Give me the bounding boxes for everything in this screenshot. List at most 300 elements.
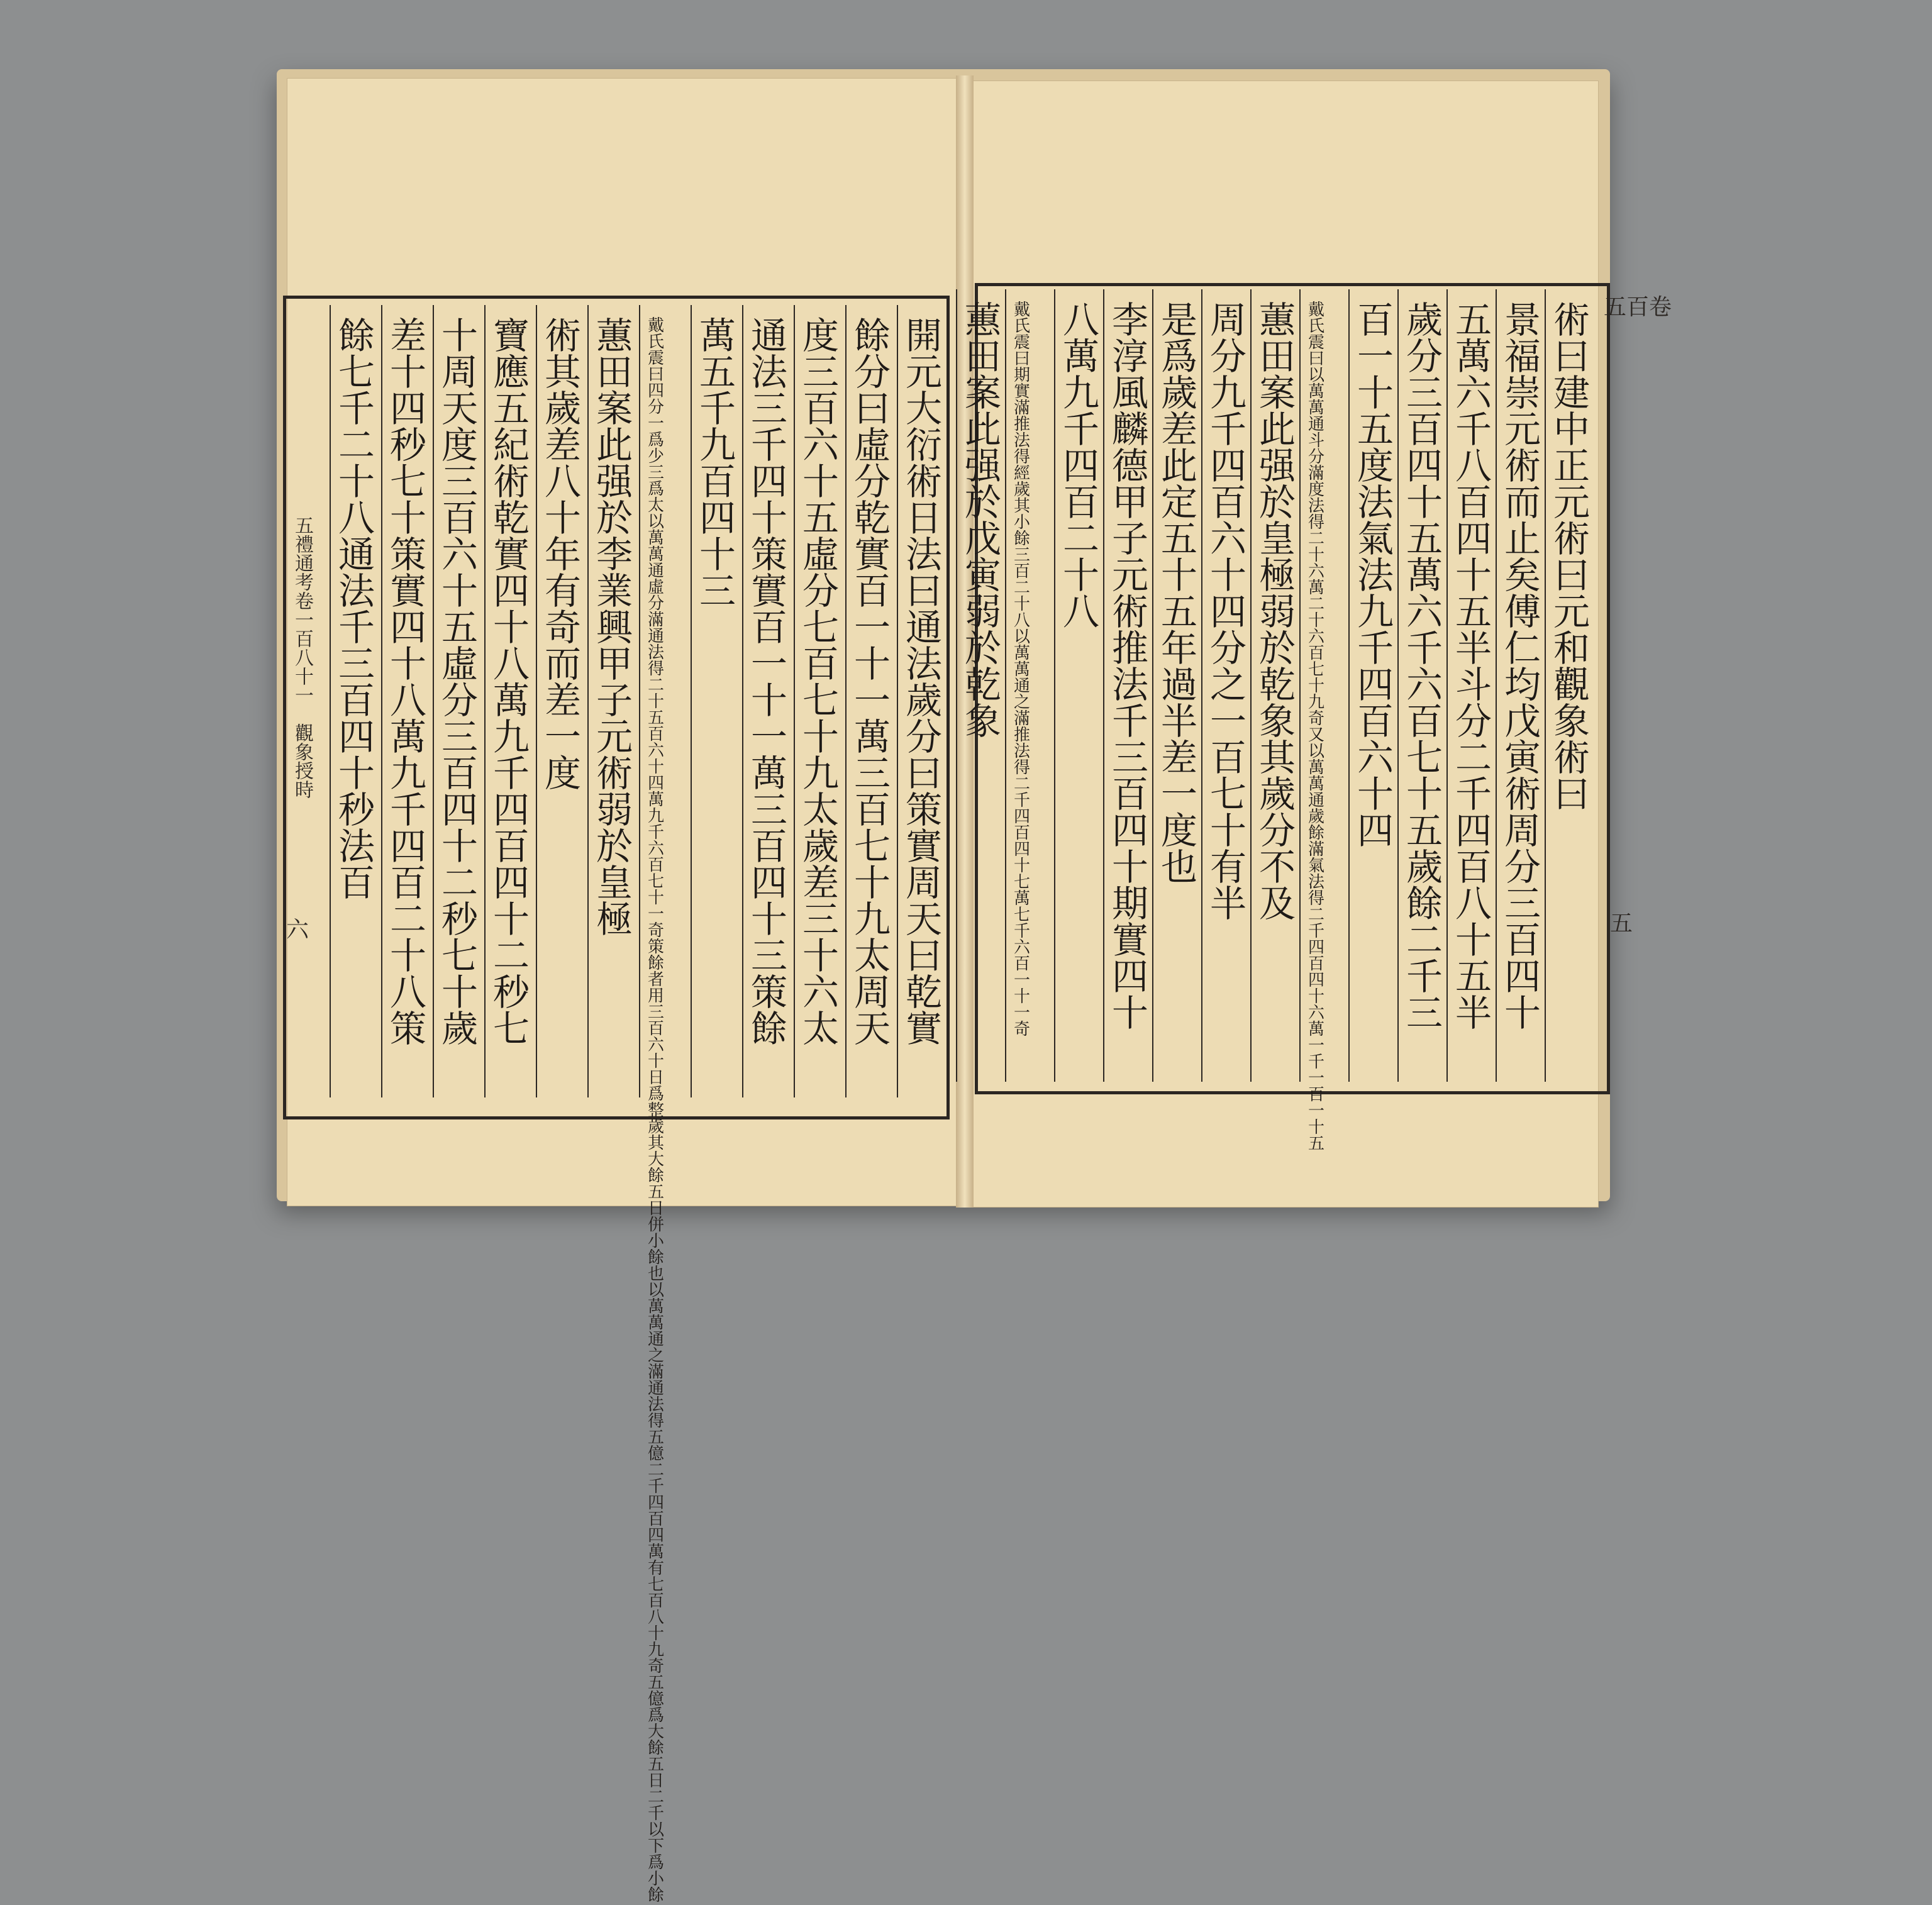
char: 百 [648,1510,665,1529]
char: 萬 [1455,335,1492,378]
char: 均 [1504,664,1541,706]
char: 周 [906,862,943,904]
char: 術 [493,460,530,503]
char: 四 [1210,591,1247,633]
char: 二 [338,424,375,467]
char: 七 [1308,660,1325,679]
char: 六 [802,424,840,467]
char: 十 [1161,554,1198,597]
char: 千 [338,606,375,649]
char: 五 [1308,1135,1325,1153]
column-rule [587,305,589,1097]
column-rule [1250,289,1252,1082]
char: 萬 [648,1297,665,1316]
left_page-column [751,314,788,1050]
char: 其 [1259,736,1296,779]
char: 六 [1357,736,1394,779]
char: 太 [802,789,840,831]
char: 四 [1063,445,1100,487]
char: 一 [1014,1004,1031,1023]
char: 法 [1308,497,1325,516]
char: 周 [1504,809,1541,852]
char: 滿 [1014,709,1031,728]
char: 萬 [493,679,530,722]
char: 十 [545,497,582,540]
char: 應 [493,351,530,394]
char: 得 [648,660,665,679]
char: 半 [1455,627,1492,670]
char: 氣 [1308,857,1325,875]
char: 曰 [1553,773,1591,816]
char: 七 [802,679,840,722]
char: 蕙 [596,314,633,357]
char: 周 [441,351,479,394]
char: 歲 [1161,372,1198,414]
char: 十 [390,643,427,686]
char: 四 [493,862,530,904]
char: 四 [1308,938,1325,957]
char: 戴 [648,316,665,335]
char: 法 [648,643,665,662]
char: 一 [751,643,788,686]
char: 四 [1357,809,1394,852]
char: 奇 [1014,1020,1031,1039]
char: 分 [648,398,665,417]
left_page-column [648,318,664,1904]
char: 奇 [1308,709,1325,728]
char: 乾 [1259,664,1296,706]
char: 此 [965,408,1002,451]
char: 歲 [1014,480,1031,499]
char: 度 [1308,480,1325,499]
char: 强 [596,460,633,503]
char: 建 [1553,372,1591,414]
char: 百 [648,1019,665,1038]
char: 十 [390,497,427,540]
char: 於 [965,627,1002,670]
char: 滿 [648,611,665,630]
char: 寶 [493,314,530,357]
char: 六 [802,971,840,1014]
char: 十 [751,497,788,540]
char: 曰 [1308,350,1325,369]
char: 德 [1112,445,1149,487]
char: 歲 [802,825,840,868]
char: 而 [1504,481,1541,524]
column-rule [897,305,898,1097]
char: 十 [648,1052,665,1071]
char: 十 [1014,987,1031,1006]
char: 整 [648,1101,665,1120]
right_page-column [965,299,1002,743]
char: 六 [1406,591,1443,633]
char: 三 [338,643,375,686]
char: 六 [1210,518,1247,560]
char: 十 [1210,809,1247,852]
char: 十 [1210,554,1247,597]
char: 七 [338,351,375,394]
char: 實 [906,1008,943,1050]
column-rule [484,305,486,1097]
char: 萬 [699,314,736,357]
char: 萬 [1308,399,1325,418]
char: 以 [648,1281,665,1300]
char: 歲 [441,1008,479,1050]
char: 三 [1014,546,1031,565]
char: 小 [648,1232,665,1251]
char: 四 [751,460,788,503]
char: 三 [441,716,479,758]
char: 千 [1014,791,1031,810]
char: 實 [1014,382,1031,401]
char: 正 [1553,445,1591,487]
char: 半 [1161,700,1198,743]
char: 十 [338,460,375,503]
char: 此 [1259,408,1296,451]
char: 以 [1014,628,1031,647]
char: 皇 [1259,518,1296,560]
char: 定 [1161,481,1198,524]
char: 又 [1308,726,1325,745]
left_page-column [854,314,891,1050]
char: 十 [441,570,479,613]
char: 子 [1112,518,1149,560]
left_page-column [338,314,375,904]
char: 得 [648,1412,665,1431]
char: 百 [1455,481,1492,524]
char: 六 [441,533,479,576]
char: 餘 [648,1739,665,1758]
char: 萬 [1308,1020,1325,1039]
char: 八 [648,1608,665,1627]
char: 萬 [751,752,788,795]
char: 以 [1308,366,1325,385]
char: 是 [1161,299,1198,342]
column-rule [1446,289,1448,1082]
char: 之 [1210,664,1247,706]
char: 術 [1112,591,1149,633]
char: 麟 [1112,408,1149,451]
char: 十 [648,692,665,711]
char: 萬 [648,1314,665,1333]
char: 十 [1357,773,1394,816]
char: 戊 [1504,700,1541,743]
char: 法 [1014,742,1031,761]
char: 法 [338,570,375,613]
char: 甲 [1112,481,1149,524]
char: 一 [545,716,582,758]
char: 一 [1308,1102,1325,1121]
char: 分 [1308,448,1325,467]
char: 三 [751,789,788,831]
char: 爲 [648,480,665,499]
char: 周 [854,971,891,1014]
char: 淳 [1112,335,1149,378]
char: 七 [390,460,427,503]
char: 分 [1210,627,1247,670]
char: 斗 [1455,664,1492,706]
char: 百 [751,825,788,868]
char: 少 [648,447,665,466]
char: 九 [1210,372,1247,414]
column-rule [639,305,640,1097]
char: 分 [802,570,840,613]
char: 得 [1014,448,1031,467]
column-rule [794,305,795,1097]
char: 通 [648,562,665,580]
char: 及 [1259,882,1296,925]
char: 八 [1063,299,1100,342]
char: 於 [596,497,633,540]
char: 二 [1014,579,1031,597]
char: 萬 [1014,660,1031,679]
char: 策 [751,971,788,1014]
char: 千 [699,387,736,430]
char: 度 [1161,809,1198,852]
char: 策 [751,533,788,576]
char: 千 [1014,922,1031,941]
char: 於 [1259,627,1296,670]
char: 弱 [965,591,1002,633]
char: 法 [1357,481,1394,524]
char: 弱 [596,789,633,831]
char: 差 [390,314,427,357]
char: 元 [596,716,633,758]
char: 九 [1308,693,1325,712]
char: 五 [441,606,479,649]
char: 千 [648,823,665,842]
char: 七 [1406,736,1443,779]
left-side-label: 五禮通考卷一百八十一 觀象授時 [291,516,313,799]
char: 六 [1455,372,1492,414]
char: 三 [802,898,840,941]
char: 七 [1014,906,1031,925]
char: 十 [1308,1118,1325,1137]
char: 元 [1553,481,1591,524]
char: 太 [854,935,891,977]
column-rule [1545,289,1546,1082]
char: 四 [1014,808,1031,826]
char: 一 [1161,773,1198,816]
char: 實 [390,570,427,613]
char: 四 [648,1494,665,1513]
char: 秒 [390,424,427,467]
char: 度 [802,314,840,357]
char: 乾 [906,971,943,1014]
char: 百 [1357,299,1394,342]
char: 推 [1014,726,1031,745]
char: 九 [699,424,736,467]
char: 四 [648,774,665,793]
char: 而 [545,643,582,686]
char: 戴 [1014,301,1031,319]
char: 奇 [648,921,665,940]
char: 三 [648,1003,665,1022]
char: 矣 [1504,554,1541,597]
char: 二 [441,862,479,904]
char: 百 [1112,773,1149,816]
char: 七 [854,825,891,868]
char: 分 [648,594,665,613]
char: 億 [648,1445,665,1463]
char: 其 [545,351,582,394]
char: 歲 [1259,773,1296,816]
char: 乾 [854,497,891,540]
char: 四 [390,606,427,649]
char: 二 [648,676,665,695]
char: 億 [648,1690,665,1709]
char: 奇 [545,606,582,649]
char: 六 [648,1036,665,1055]
char: 七 [648,872,665,891]
column-rule [1299,289,1301,1082]
char: 案 [1259,372,1296,414]
char: 十 [1308,677,1325,696]
char: 術 [596,752,633,795]
char: 推 [1014,415,1031,434]
char: 千 [1063,408,1100,451]
char: 四 [1455,809,1492,852]
char: 九 [1357,591,1394,633]
char: 通 [648,627,665,646]
char: 策 [648,938,665,957]
char: 百 [441,497,479,540]
char: 二 [648,1461,665,1480]
char: 千 [1455,773,1492,816]
char: 一 [1014,971,1031,990]
char: 得 [1014,758,1031,777]
right_page-column [1504,299,1541,1035]
char: 百 [1406,408,1443,451]
char: 寅 [965,554,1002,597]
column-rule [381,305,382,1097]
char: 得 [1308,513,1325,532]
char: 象 [1259,700,1296,743]
char: 餘 [854,314,891,357]
char: 曰 [648,365,665,384]
char: 五 [1161,518,1198,560]
char: 福 [1504,335,1541,378]
char: 百 [390,862,427,904]
char: 策 [390,1008,427,1050]
char: 五 [648,709,665,728]
char: 四 [1210,445,1247,487]
char: 十 [1455,554,1492,597]
char: 千 [1406,955,1443,998]
char: 百 [854,789,891,831]
char: 法 [751,351,788,394]
char: 五 [699,351,736,394]
char: 案 [965,372,1002,414]
right_page-column [1406,299,1443,1035]
char: 曰 [1014,350,1031,369]
char: 度 [441,424,479,467]
char: 一 [854,679,891,722]
char: 術 [906,460,943,503]
char: 十 [699,533,736,576]
char: 分 [1259,809,1296,852]
char: 百 [648,1592,665,1611]
char: 歲 [906,679,943,722]
char: 天 [906,898,943,941]
char: 觀 [1553,664,1591,706]
char: 三 [751,387,788,430]
char: 强 [1259,445,1296,487]
char: 戴 [1308,301,1325,319]
char: 景 [1504,299,1541,342]
char: 十 [1014,595,1031,614]
char: 極 [1259,554,1296,597]
column-rule [1496,289,1497,1082]
char: 五 [648,1428,665,1447]
char: 分 [854,351,891,394]
char: 千 [1308,922,1325,941]
char: 十 [1112,992,1149,1035]
char: 一 [854,606,891,649]
char: 三 [802,351,840,394]
char: 十 [648,1625,665,1643]
char: 以 [648,1821,665,1840]
char: 餘 [338,314,375,357]
char: 十 [441,314,479,357]
right_page-column [1357,299,1394,852]
char: 傅 [1504,591,1541,633]
char: 蕙 [1259,299,1296,342]
char: 十 [648,889,665,908]
char: 紀 [493,424,530,467]
char: 千 [338,387,375,430]
char: 百 [802,387,840,430]
char: 弱 [1259,591,1296,633]
char: 千 [1357,627,1394,670]
char: 四 [493,570,530,613]
char: 五 [1357,408,1394,451]
char: 九 [390,752,427,795]
char: 六 [648,741,665,760]
char: 十 [802,935,840,977]
char: 七 [441,935,479,977]
char: 餘 [751,1008,788,1050]
char: 爲 [1161,335,1198,378]
char: 半 [1455,992,1492,1035]
left_page-column [441,314,479,1050]
char: 百 [699,460,736,503]
char: 差 [802,862,840,904]
char: 七 [1210,773,1247,816]
char: 萬 [648,545,665,564]
char: 十 [1357,372,1394,414]
char: 爲 [648,431,665,450]
char: 三 [441,460,479,503]
char: 經 [1014,464,1031,483]
right_page-column [1455,299,1492,1035]
char: 十 [1406,773,1443,816]
char: 萬 [1308,382,1325,401]
char: 十 [493,606,530,649]
char: 十 [1308,611,1325,630]
char: 有 [648,1559,665,1578]
char: 九 [1063,372,1100,414]
char: 五 [648,1755,665,1774]
char: 曰 [906,752,943,795]
char: 五 [802,497,840,540]
char: 子 [596,679,633,722]
char: 爲 [648,1853,665,1872]
char: 中 [1553,408,1591,451]
char: 六 [1308,628,1325,647]
column-rule [433,305,434,1097]
char: 百 [1308,955,1325,974]
